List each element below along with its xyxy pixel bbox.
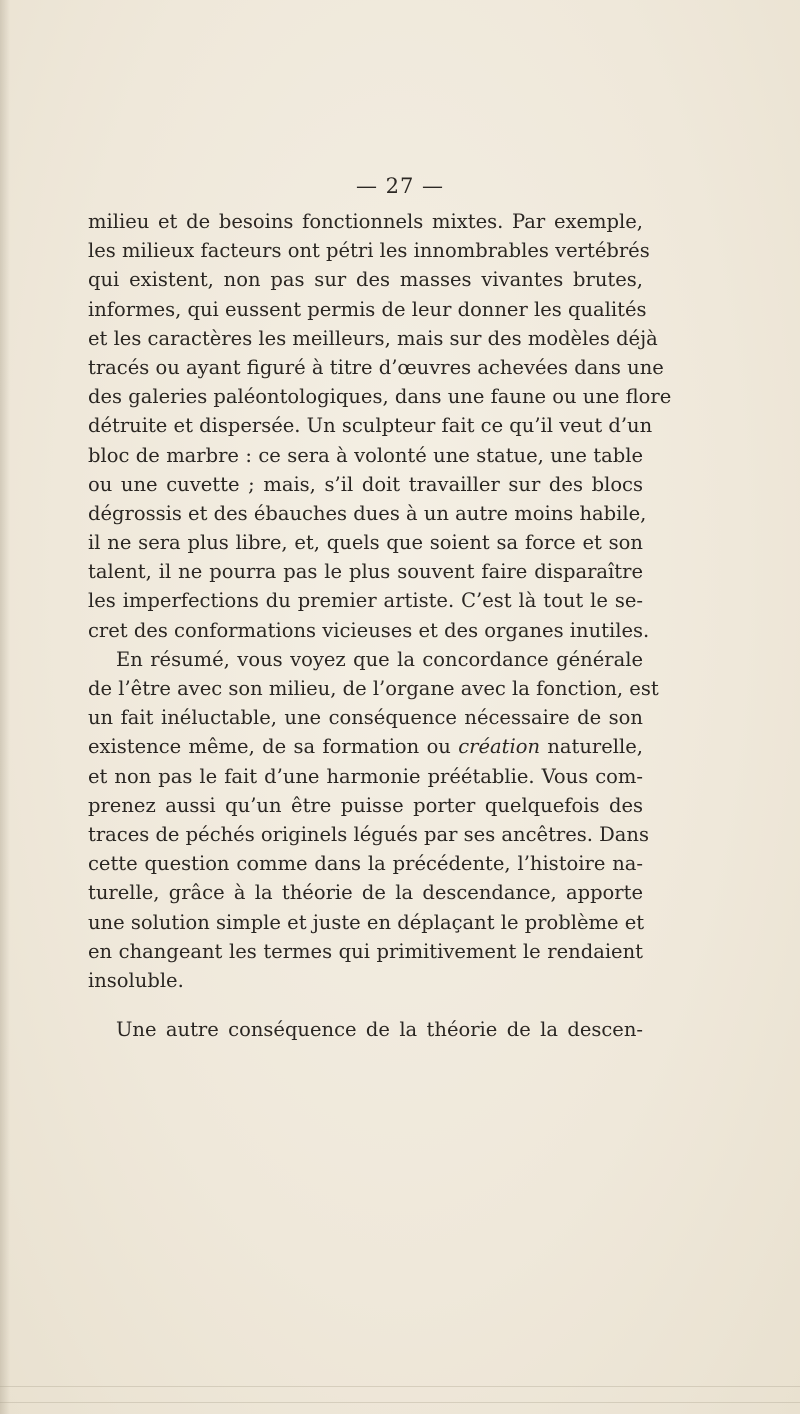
text-line: cret des conformations vicieuses et des organes inutiles. <box>88 618 650 642</box>
scan-edge-line <box>0 1402 800 1403</box>
paragraph-lines <box>88 207 672 995</box>
text-line: ou une cuvette ; mais, s’il doit travailler sur des blocs <box>88 472 643 496</box>
page-edge-shadow <box>0 0 10 1414</box>
scan-edge-line <box>0 1386 800 1387</box>
text-line: Une autre conséquence de la théorie de la descen- <box>116 1018 643 1042</box>
italic-word: création <box>458 735 540 759</box>
text-line: les imperfections du premier artiste. C’est là tout le se- <box>88 589 643 613</box>
page-number: — 27 — <box>355 174 445 198</box>
text-line: en changeant les termes qui primitivement le rendaient <box>88 939 643 963</box>
text-line: dégrossis et des ébauches dues à un autre moins habile, <box>88 501 647 525</box>
text-line: qui existent, non pas sur des masses vivantes brutes, <box>88 268 643 292</box>
paragraph-lines-continued <box>88 1015 643 1044</box>
text-line: une solution simple et juste en déplaçant le problème et <box>88 910 645 934</box>
paragraph-gap <box>88 995 643 1015</box>
text-line: des galeries paléontologiques, dans une faune ou une flore <box>88 385 672 409</box>
text-line: cette question comme dans la précédente, l’histoire na- <box>88 852 643 876</box>
text-line: les milieux facteurs ont pétri les innombrables vertébrés <box>88 239 650 263</box>
text-line: un fait inéluctable, une conséquence nécessaire de son <box>88 706 643 730</box>
text-line: traces de péchés originels légués par ses ancêtres. Dans <box>88 822 649 846</box>
text-line: informes, qui eussent permis de leur donner les qualités <box>88 297 647 321</box>
text-line: existence même, de sa formation ou création naturelle, <box>88 735 643 759</box>
text-line: et les caractères les meilleurs, mais sur des modèles déjà <box>88 326 658 350</box>
text-line: insoluble. <box>88 968 184 992</box>
text-line: prenez aussi qu’un être puisse porter quelquefois des <box>88 793 643 817</box>
body-text <box>88 207 672 1044</box>
text-line: détruite et dispersée. Un sculpteur fait ce qu’il veut d’un <box>88 414 653 438</box>
text-line: et non pas le fait d’une harmonie préétablie. Vous com- <box>88 764 643 788</box>
text-line: milieu et de besoins fonctionnels mixtes. Par exemple, <box>88 210 643 233</box>
text-line: tracés ou ayant figuré à titre d’œuvres achevées dans une <box>88 355 664 379</box>
text-line: il ne sera plus libre, et, quels que soient sa force et son <box>88 531 643 555</box>
text-line: talent, il ne pourra pas le plus souvent faire disparaître <box>88 560 643 584</box>
text-line: bloc de marbre : ce sera à volonté une statue, une table <box>88 443 643 467</box>
text-line: En résumé, vous voyez que la concordance générale <box>116 647 643 671</box>
text-line: de l’être avec son milieu, de l’organe avec la fonction, est <box>88 677 659 700</box>
text-line: turelle, grâce à la théorie de la descendance, apporte <box>88 881 643 905</box>
